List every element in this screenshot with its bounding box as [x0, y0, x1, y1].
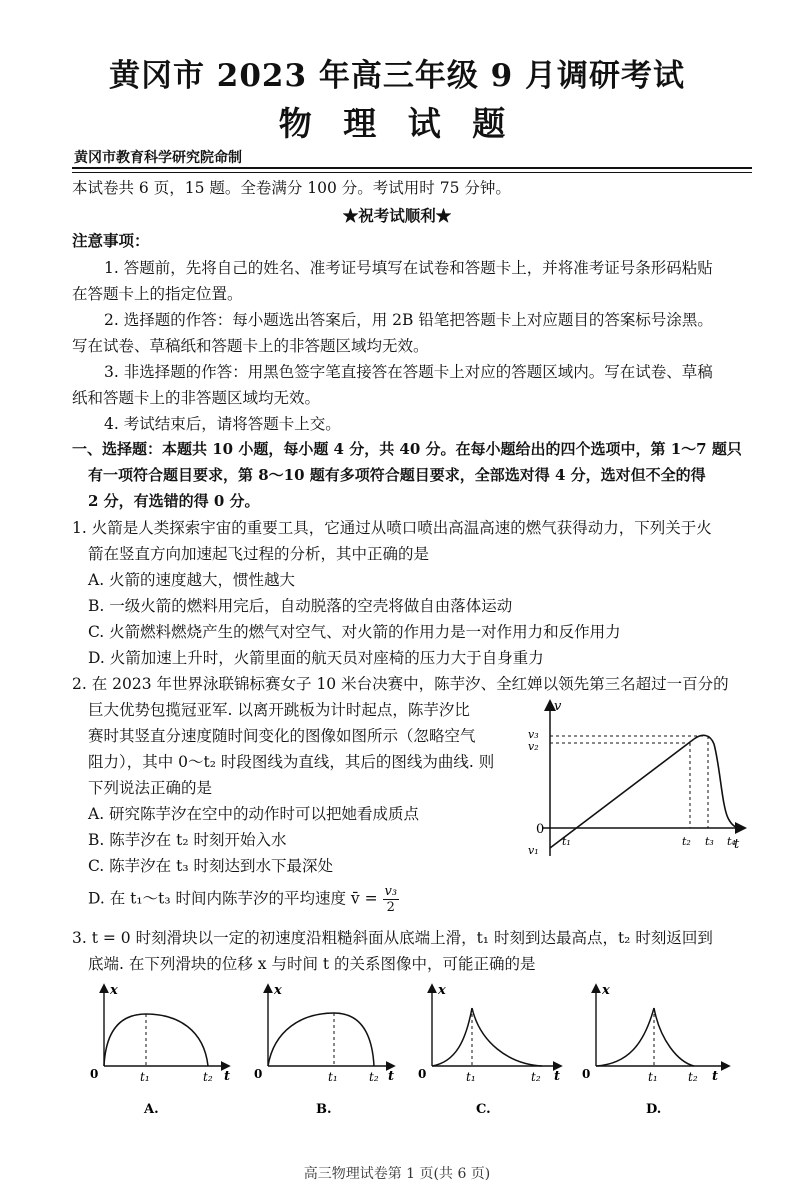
- notes-line: 4. 考试结束后，请将答题卡上交。: [104, 415, 341, 433]
- graph-b-origin: 0: [254, 1067, 263, 1081]
- graph-c-t2: t₂: [531, 1070, 541, 1084]
- velocity-time-graph: [522, 696, 752, 866]
- v2-label: v₂: [528, 740, 539, 753]
- question-1-option-a: A. 火箭的速度越大，惯性越大: [88, 571, 296, 589]
- notes-heading: 注意事项：: [72, 231, 150, 250]
- exam-subtitle: 物 理 试 题: [278, 104, 516, 143]
- header-divider-thin: [72, 172, 752, 173]
- graph-a-label: A.: [144, 1102, 159, 1117]
- graph-d: [582, 983, 728, 1117]
- linear-segment: [550, 739, 694, 848]
- graph-a-origin: 0: [90, 1067, 99, 1081]
- v3-label: v₃: [528, 728, 539, 741]
- graph-b-t2: t₂: [369, 1070, 379, 1084]
- graph-a-curve: [104, 1014, 208, 1066]
- graph-b-label: B.: [316, 1102, 332, 1117]
- question-2-stem: 2. 在 2023 年世界泳联锦标赛女子 10 米台决赛中，陈芋汐、全红婵以领先第三名超过一百分的: [72, 675, 729, 693]
- fraction-denominator: 2: [386, 900, 395, 915]
- graph-c-t-label: t: [554, 1069, 561, 1084]
- graph-d-label: D.: [646, 1102, 662, 1117]
- graph-a-t-label: t: [224, 1069, 231, 1084]
- question-2-option-a: A. 研究陈芋汐在空中的动作时可以把她看成质点: [88, 805, 420, 823]
- notes-line: 写在试卷、草稿纸和答题卡上的非答题区域均无效。: [72, 337, 429, 355]
- notes-line: 1. 答题前，先将自己的姓名、准考证号填写在试卷和答题卡上，并将准考证号条形码粘贴: [104, 259, 713, 277]
- exam-title: 黄冈市 2023 年高三年级 9 月调研考试: [108, 58, 686, 94]
- notes-line: 纸和答题卡上的非答题区域均无效。: [72, 389, 321, 407]
- question-1-stem: 箭在竖直方向加速起飞过程的分析，其中正确的是: [88, 545, 430, 563]
- option-d-text: D. 在 t₁～t₃ 时间内陈芋汐的平均速度 v̄ =: [88, 889, 378, 908]
- section-heading-line: 有一项符合题目要求，第 8～10 题有多项符合题目要求，全部选对得 4 分，选对但不全的得: [88, 466, 706, 484]
- graph-c-t1: t₁: [466, 1070, 476, 1084]
- graph-c-label: C.: [476, 1102, 491, 1117]
- graph-b: [254, 983, 394, 1117]
- question-1-option-d: D. 火箭加速上升时，火箭里面的航天员对座椅的压力大于自身重力: [88, 649, 544, 667]
- graph-d-t-label: t: [712, 1069, 719, 1084]
- exam-wish: ★祝考试顺利★: [342, 206, 452, 225]
- graph-d-x-label: x: [602, 983, 610, 998]
- t-axis-label: t: [734, 837, 740, 852]
- average-velocity-fraction: [383, 884, 400, 915]
- header-divider: [72, 167, 752, 169]
- question-2-option-c: C. 陈芋汐在 t₃ 时刻达到水下最深处: [88, 857, 333, 875]
- graph-a-t1: t₁: [140, 1070, 150, 1084]
- graph-a-t2: t₂: [203, 1070, 213, 1084]
- graph-d-fall: [654, 1008, 694, 1066]
- issuing-organization: 黄冈市教育科学研究院命制: [74, 150, 242, 166]
- notes-line: 3. 非选择题的作答：用黑色签字笔直接答在答题卡上对应的答题区域内。写在试卷、草稿: [104, 363, 713, 381]
- question-2-stem: 赛时其竖直分速度随时间变化的图像如图所示（忽略空气: [88, 727, 476, 745]
- graph-d-origin: 0: [582, 1067, 591, 1081]
- graph-a-x-label: x: [110, 983, 118, 998]
- graph-d-t2: t₂: [688, 1070, 698, 1084]
- graph-c-rise: [432, 1008, 472, 1066]
- v1-label: v₁: [528, 844, 539, 857]
- question-2-option-b: B. 陈芋汐在 t₂ 时刻开始入水: [88, 831, 287, 849]
- section-heading-line: 2 分，有选错的得 0 分。: [88, 492, 260, 510]
- graph-b-curve: [268, 1013, 374, 1066]
- graph-b-t1: t₁: [328, 1070, 338, 1084]
- v-axis-label: v: [554, 699, 562, 714]
- t3-label: t₃: [705, 835, 714, 848]
- question-3-stem: 3. t = 0 时刻滑块以一定的初速度沿粗糙斜面从底端上滑，t₁ 时刻到达最高点，t₂ 时刻返回到: [72, 929, 713, 947]
- fraction-numerator: v₃: [384, 884, 398, 899]
- t4-label: t₄: [727, 835, 736, 848]
- t1-label: t₁: [562, 835, 571, 848]
- graph-c-fall: [472, 1008, 542, 1066]
- question-3-stem: 底端. 在下列滑块的位移 x 与时间 t 的关系图像中，可能正确的是: [88, 955, 536, 973]
- graph-a: [90, 983, 230, 1117]
- graph-b-t-label: t: [388, 1069, 395, 1084]
- graph-d-t1: t₁: [648, 1070, 658, 1084]
- section-heading: 一、选择题：本题共 10 小题，每小题 4 分，共 40 分。在每小题给出的四个选项中，第 1～7 题只: [72, 440, 742, 458]
- notes-line: 在答题卡上的指定位置。: [72, 285, 243, 303]
- page-footer: 高三物理试卷第 1 页(共 6 页): [303, 1166, 491, 1182]
- question-2-stem: 下列说法正确的是: [88, 779, 213, 797]
- question-1-option-c: C. 火箭燃料燃烧产生的燃气对空气、对火箭的作用力是一对作用力和反作用力: [88, 623, 621, 641]
- q3-graphs: [88, 980, 748, 1120]
- question-2-stem: 巨大优势包揽冠亚军. 以离开跳板为计时起点，陈芋汐比: [88, 701, 470, 719]
- question-2-option-d: [88, 884, 399, 915]
- question-2-stem: 阻力），其中 0～t₂ 时段图线为直线，其后的图线为曲线. 则: [88, 753, 495, 771]
- curved-segment: [694, 735, 740, 828]
- t2-label: t₂: [682, 835, 691, 848]
- question-1-stem: 1. 火箭是人类探索宇宙的重要工具，它通过从喷口喷出高温高速的燃气获得动力，下列关于火: [72, 519, 712, 537]
- graph-c: [418, 983, 560, 1117]
- graph-d-rise: [596, 1008, 654, 1066]
- notes-line: 2. 选择题的作答：每小题选出答案后，用 2B 铅笔把答题卡上对应题目的答案标号涂黑。: [104, 311, 713, 329]
- question-1-option-b: B. 一级火箭的燃料用完后，自动脱落的空壳将做自由落体运动: [88, 597, 513, 615]
- graph-c-x-label: x: [438, 983, 446, 998]
- graph-b-x-label: x: [274, 983, 282, 998]
- graph-c-origin: 0: [418, 1067, 427, 1081]
- origin-label: 0: [536, 822, 545, 837]
- exam-summary: 本试卷共 6 页，15 题。全卷满分 100 分。考试用时 75 分钟。: [72, 179, 511, 197]
